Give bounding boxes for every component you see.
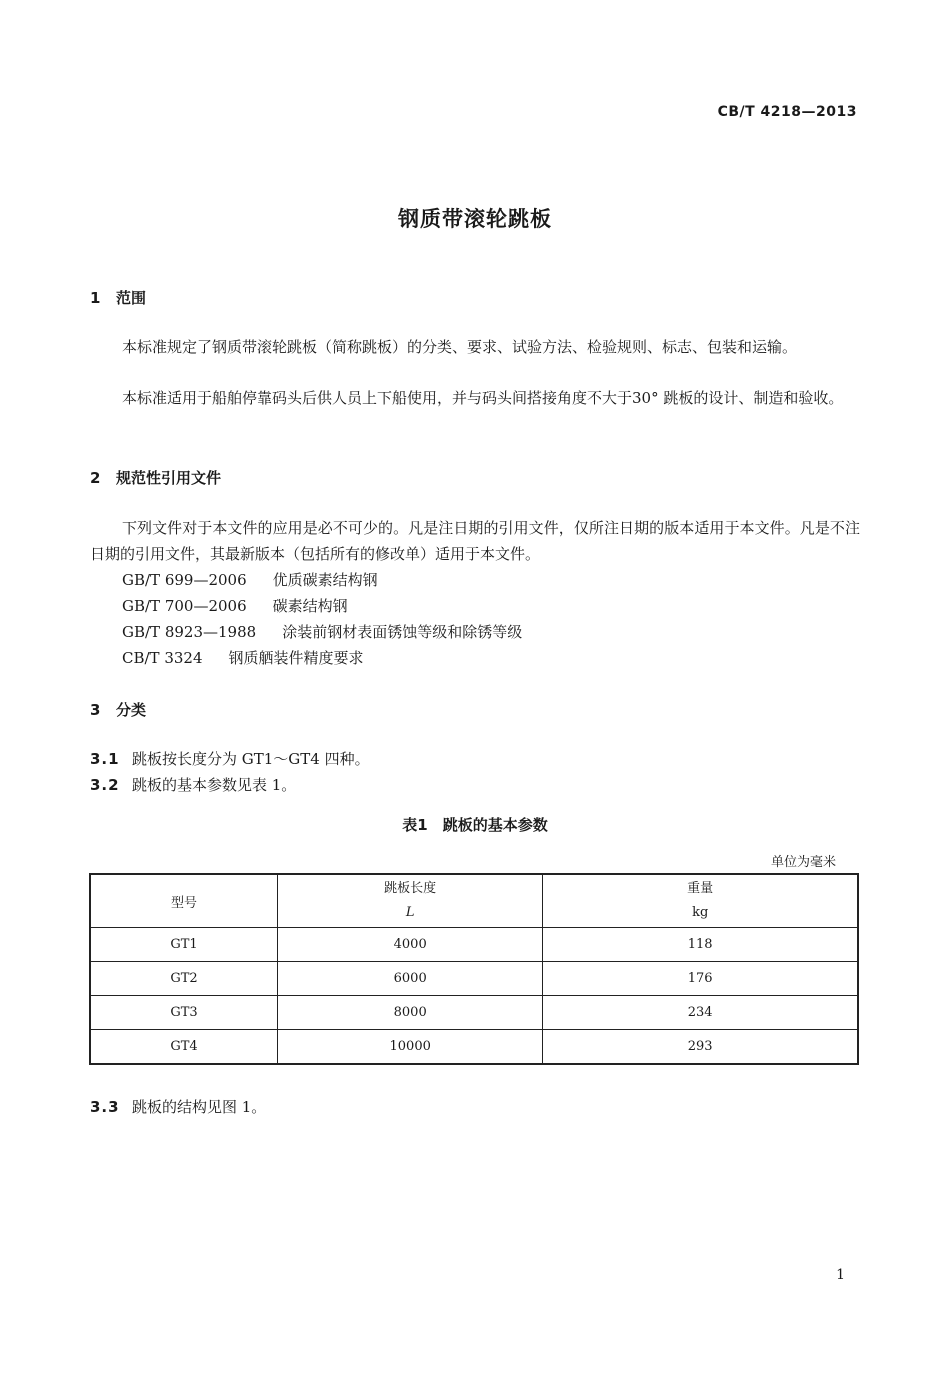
section-number: 2 — [90, 469, 101, 487]
cell-weight: 234 — [543, 996, 858, 1030]
reference-code: GB/T 8923—1988 — [122, 623, 257, 641]
standard-code: CB/T 4218—2013 — [717, 104, 857, 120]
reference-name: 碳素结构钢 — [272, 597, 348, 615]
cell-length: 10000 — [278, 1030, 543, 1065]
header-length-label: 跳板长度 — [384, 881, 437, 896]
section-2-heading — [90, 467, 221, 488]
cell-length: 4000 — [278, 928, 543, 962]
clause-text: 跳板的结构见图 1。 — [132, 1098, 267, 1116]
reference-name: 涂装前钢材表面锈蚀等级和除锈等级 — [282, 623, 523, 641]
reference-code: CB/T 3324 — [122, 649, 203, 667]
cell-model: GT3 — [90, 996, 278, 1030]
clause-text: 跳板按长度分为 GT1～GT4 四种。 — [132, 750, 370, 768]
table-unit: 单位为毫米 — [770, 855, 836, 870]
table-row — [90, 996, 858, 1030]
clause-number: 3.2 — [90, 776, 120, 794]
table-row — [90, 928, 858, 962]
clause-number: 3.1 — [90, 750, 120, 768]
section-number: 1 — [90, 289, 101, 307]
document-title: 钢质带滚轮跳板 — [398, 207, 552, 231]
cell-weight: 293 — [543, 1030, 858, 1065]
header-weight-label: 重量 — [687, 881, 714, 896]
scope-paragraph-2: 本标准适用于船舶停靠码头后供人员上下船使用，并与码头间搭接角度不大于30° 跳板的设计、制造和验收。 — [122, 389, 844, 407]
parameters-table — [89, 873, 859, 1065]
header-length — [278, 874, 543, 928]
header-length-symbol: L — [405, 905, 415, 920]
cell-model: GT2 — [90, 962, 278, 996]
table-header-row — [90, 874, 858, 928]
scope-paragraph-1: 本标准规定了钢质带滚轮跳板（简称跳板）的分类、要求、试验方法、检验规则、标志、包装和运输。 — [122, 338, 798, 356]
header-weight-unit: kg — [692, 905, 709, 920]
cell-length: 6000 — [278, 962, 543, 996]
section-1-heading — [90, 287, 146, 308]
reference-name: 优质碳素结构钢 — [272, 571, 378, 589]
cell-model: GT1 — [90, 928, 278, 962]
cell-model: GT4 — [90, 1030, 278, 1065]
section-number: 3 — [90, 701, 101, 719]
reference-name: 钢质舾装件精度要求 — [228, 649, 364, 667]
header-weight — [543, 874, 858, 928]
header-model: 型号 — [90, 874, 278, 928]
reference-code: GB/T 699—2006 — [122, 571, 247, 589]
table-title: 表1 跳板的基本参数 — [402, 816, 548, 834]
references-intro: 下列文件对于本文件的应用是必不可少的。凡是注日期的引用文件，仅所注日期的版本适用于本文件。凡是不注日期的引用文件，其最新版本（包括所有的修改单）适用于本文件。 — [90, 519, 860, 563]
reference-item — [122, 647, 364, 668]
section-title: 分类 — [116, 701, 147, 719]
reference-item — [122, 569, 378, 590]
clause-3-2 — [90, 774, 296, 795]
section-title: 规范性引用文件 — [116, 469, 222, 487]
clause-3-3 — [90, 1096, 266, 1117]
table-row — [90, 1030, 858, 1065]
clause-text: 跳板的基本参数见表 1。 — [132, 776, 297, 794]
reference-item — [122, 621, 522, 642]
section-3-heading — [90, 699, 146, 720]
page-number: 1 — [836, 1267, 845, 1283]
cell-length: 8000 — [278, 996, 543, 1030]
cell-weight: 118 — [543, 928, 858, 962]
clause-3-1 — [90, 748, 370, 769]
reference-item — [122, 595, 348, 616]
clause-number: 3.3 — [90, 1098, 120, 1116]
section-title: 范围 — [116, 289, 147, 307]
cell-weight: 176 — [543, 962, 858, 996]
reference-code: GB/T 700—2006 — [122, 597, 247, 615]
table-row — [90, 962, 858, 996]
